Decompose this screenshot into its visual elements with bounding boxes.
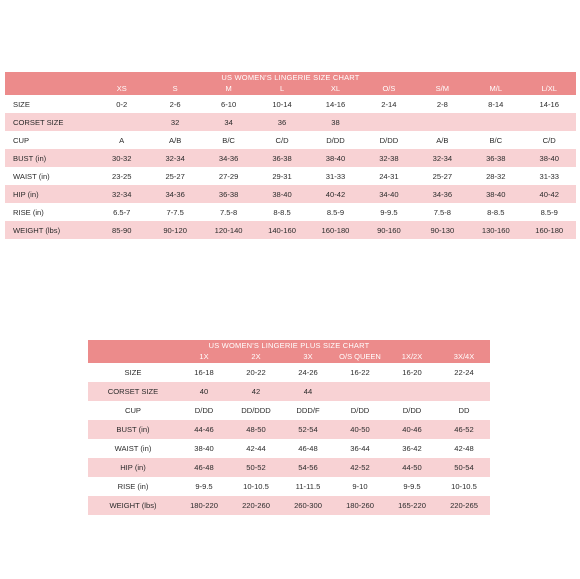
table-cell: 40-42	[325, 189, 346, 199]
table-cell: 8-14	[488, 99, 504, 109]
table-cell: 38-40	[272, 189, 292, 199]
table-cell: 32-38	[379, 153, 399, 163]
chart-header	[5, 72, 576, 95]
table-cell: B/C	[489, 135, 503, 145]
row-cells	[95, 118, 576, 127]
table-cell: 50-52	[246, 463, 266, 472]
row-label: CUP	[13, 135, 30, 145]
table-cell: 54-56	[298, 463, 318, 472]
table-cell: 220-265	[450, 501, 478, 510]
table-cell: 8.5-9	[326, 207, 345, 217]
row-cells	[95, 100, 576, 109]
table-cell: 50-54	[454, 463, 474, 472]
lingerie-plus-size-chart	[88, 340, 490, 515]
table-cell: 27-29	[218, 171, 239, 181]
table-cell: 180-260	[346, 501, 374, 510]
table-cell: 8-8.5	[487, 207, 505, 217]
table-cell: 23-25	[112, 171, 132, 181]
table-cell: 140-160	[268, 225, 296, 235]
table-cell: 6-10	[220, 99, 237, 109]
column-header: 1X/2X	[401, 352, 423, 361]
table-cell: 160-180	[321, 225, 350, 235]
table-cell: 2-14	[381, 99, 397, 109]
table-cell: 160-180	[535, 225, 564, 235]
row-cells	[95, 136, 576, 145]
table-cell: 25-27	[165, 171, 185, 181]
table-cell: B/C	[222, 135, 235, 145]
row-label: BUST (in)	[116, 425, 150, 434]
row-label: HIP (in)	[13, 189, 39, 199]
table-cell: D/DD	[326, 135, 345, 145]
row-label: CUP	[124, 406, 142, 415]
row-cells	[178, 387, 490, 396]
table-cell	[523, 118, 576, 127]
table-cell: 25-27	[432, 171, 453, 181]
row-label: WEIGHT (lbs)	[109, 501, 157, 510]
row-cells	[95, 190, 576, 199]
table-cell: 38-40	[486, 189, 506, 199]
chart-rows	[5, 95, 576, 239]
row-label: CORSET SIZE	[13, 117, 64, 127]
table-row	[88, 439, 490, 458]
column-header: XS	[116, 84, 127, 93]
table-cell: 36-44	[350, 444, 370, 453]
table-cell: 36	[277, 117, 287, 127]
table-cell: 2-6	[169, 99, 181, 109]
table-cell: 31-33	[539, 171, 559, 181]
table-row	[88, 382, 490, 401]
column-header: O/S QUEEN	[339, 352, 381, 361]
table-cell: 31-33	[325, 171, 346, 181]
table-cell: 44-46	[194, 425, 214, 434]
table-cell: 90-130	[430, 225, 455, 235]
table-cell: 34	[224, 117, 233, 127]
column-header: L	[279, 84, 285, 93]
table-cell: 44	[303, 387, 313, 396]
row-cells	[178, 463, 490, 472]
table-cell: D/DD	[402, 406, 422, 415]
table-cell: 0-2	[116, 99, 128, 109]
table-row	[5, 221, 576, 239]
column-headers	[5, 83, 576, 95]
table-cell: 32-34	[432, 153, 453, 163]
table-cell: D/DD	[350, 406, 370, 415]
column-header: S/M	[435, 84, 450, 93]
table-cell: 8-8.5	[273, 207, 291, 217]
chart-title: US WOMEN'S LINGERIE PLUS SIZE CHART	[208, 341, 370, 350]
table-cell: 34-40	[379, 189, 399, 199]
table-cell: 16-22	[350, 368, 370, 377]
table-cell: 220-260	[242, 501, 270, 510]
table-cell	[95, 118, 148, 127]
row-label: SIZE	[13, 99, 30, 109]
table-cell: 36-38	[218, 189, 239, 199]
table-cell: 28-32	[486, 171, 506, 181]
table-cell: 10-14	[272, 99, 292, 109]
table-cell: 34-36	[432, 189, 453, 199]
row-label: WEIGHT (lbs)	[13, 225, 61, 235]
table-cell: 120-140	[214, 225, 243, 235]
table-cell: 90-160	[377, 225, 401, 235]
table-cell: 6.5-7	[113, 207, 131, 217]
table-cell: D/DD	[194, 406, 214, 415]
table-cell	[438, 387, 490, 396]
table-cell: DD/DDD	[241, 406, 271, 415]
table-cell: DD	[458, 406, 470, 415]
column-header: 3X	[303, 352, 313, 361]
table-cell: 40	[199, 387, 209, 396]
table-row	[88, 477, 490, 496]
row-cells	[178, 406, 490, 415]
table-cell: 85-90	[112, 225, 132, 235]
table-cell	[362, 118, 415, 127]
table-cell: 40-42	[539, 189, 559, 199]
row-label: BUST (in)	[13, 153, 47, 163]
column-header: XL	[330, 84, 341, 93]
row-label: RISE (in)	[13, 207, 44, 217]
table-cell: 11-11.5	[295, 482, 321, 491]
table-cell: 42-48	[454, 444, 474, 453]
row-cells	[95, 226, 576, 235]
table-cell: 38-40	[325, 153, 346, 163]
row-cells	[178, 482, 490, 491]
row-label: WAIST (in)	[114, 444, 152, 453]
table-cell: A/B	[436, 135, 449, 145]
table-cell: 180-220	[190, 501, 218, 510]
table-cell: 7.5-8	[219, 207, 238, 217]
table-cell: 10-10.5	[451, 482, 477, 491]
table-cell: 9-9.5	[380, 207, 398, 217]
column-header: M	[225, 84, 232, 93]
table-cell: 42-44	[246, 444, 266, 453]
table-cell: 14-16	[325, 99, 346, 109]
row-label: WAIST (in)	[13, 171, 50, 181]
column-header: L/XL	[541, 84, 557, 93]
table-cell: 7.5-8	[433, 207, 451, 217]
table-cell: 24-26	[298, 368, 318, 377]
table-cell: 36-42	[402, 444, 422, 453]
column-headers	[88, 351, 490, 363]
row-cells	[95, 172, 576, 181]
row-label: CORSET SIZE	[107, 387, 159, 396]
row-label: HIP (in)	[120, 463, 146, 472]
table-cell: 165-220	[398, 501, 426, 510]
chart-title: US WOMEN'S LINGERIE SIZE CHART	[221, 73, 360, 82]
table-cell: 40-50	[350, 425, 370, 434]
table-row	[5, 167, 576, 185]
table-cell	[386, 387, 438, 396]
row-cells	[178, 425, 490, 434]
table-cell: 2-8	[436, 99, 448, 109]
table-row	[88, 420, 490, 439]
table-cell: 36-38	[272, 153, 292, 163]
table-cell: A	[119, 135, 125, 145]
row-cells	[178, 444, 490, 453]
table-cell: 46-52	[454, 425, 474, 434]
table-cell: 9-9.5	[195, 482, 213, 491]
table-cell: 24-31	[379, 171, 399, 181]
table-row	[5, 131, 576, 149]
table-cell: 7-7.5	[166, 207, 184, 217]
column-header: M/L	[489, 84, 503, 93]
table-cell: 42	[251, 387, 261, 396]
table-cell: 9-10	[352, 482, 368, 491]
column-header: 1X	[199, 352, 209, 361]
column-header: S	[172, 84, 178, 93]
table-cell: 130-160	[481, 225, 510, 235]
table-cell: 40-46	[402, 425, 422, 434]
table-cell: 38	[331, 117, 340, 127]
table-cell: 36-38	[486, 153, 506, 163]
table-cell: 44-50	[402, 463, 422, 472]
table-cell	[416, 118, 469, 127]
table-cell: 90-120	[163, 225, 187, 235]
table-cell: D/DD	[379, 135, 399, 145]
table-cell: 34-36	[218, 153, 239, 163]
table-cell: 16-20	[402, 368, 422, 377]
table-cell: 20-22	[246, 368, 266, 377]
column-header: 2X	[251, 352, 261, 361]
row-label: RISE (in)	[117, 482, 149, 491]
table-cell: 46-48	[298, 444, 318, 453]
table-cell: A/B	[169, 135, 182, 145]
table-row	[88, 496, 490, 515]
table-row	[5, 149, 576, 167]
table-row	[88, 458, 490, 477]
table-cell: 29-31	[272, 171, 292, 181]
column-header: 3X/4X	[453, 352, 475, 361]
table-row	[5, 203, 576, 221]
table-cell: 38-40	[194, 444, 214, 453]
table-cell: 38-40	[539, 153, 559, 163]
table-cell: 30-32	[112, 153, 132, 163]
table-row	[5, 95, 576, 113]
table-cell	[334, 387, 386, 396]
table-cell: 52-54	[298, 425, 318, 434]
table-cell: C/D	[542, 135, 556, 145]
table-cell: 32-34	[165, 153, 185, 163]
table-cell: 32	[170, 117, 180, 127]
table-cell: 32-34	[112, 189, 132, 199]
table-cell: 10-10.5	[243, 482, 269, 491]
row-label: SIZE	[124, 368, 142, 377]
table-cell	[469, 118, 522, 127]
table-row	[5, 185, 576, 203]
table-row	[5, 113, 576, 131]
table-cell: 46-48	[194, 463, 214, 472]
table-cell: DDD/F	[296, 406, 320, 415]
column-header: O/S	[382, 84, 396, 93]
lingerie-size-chart	[5, 72, 576, 239]
table-cell: 22-24	[454, 368, 474, 377]
row-cells	[178, 501, 490, 510]
row-cells	[95, 208, 576, 217]
chart-rows	[88, 363, 490, 515]
row-cells	[95, 154, 576, 163]
table-row	[88, 363, 490, 382]
table-cell: 8.5-9	[540, 207, 558, 217]
table-row	[88, 401, 490, 420]
table-cell: 260-300	[294, 501, 322, 510]
table-cell: 48-50	[246, 425, 266, 434]
table-cell: C/D	[275, 135, 289, 145]
table-cell: 42-52	[350, 463, 370, 472]
row-cells	[178, 368, 490, 377]
table-cell: 9-9.5	[403, 482, 421, 491]
table-cell: 16-18	[194, 368, 214, 377]
chart-header	[88, 340, 490, 363]
table-cell: 14-16	[539, 99, 559, 109]
table-cell: 34-36	[165, 189, 185, 199]
